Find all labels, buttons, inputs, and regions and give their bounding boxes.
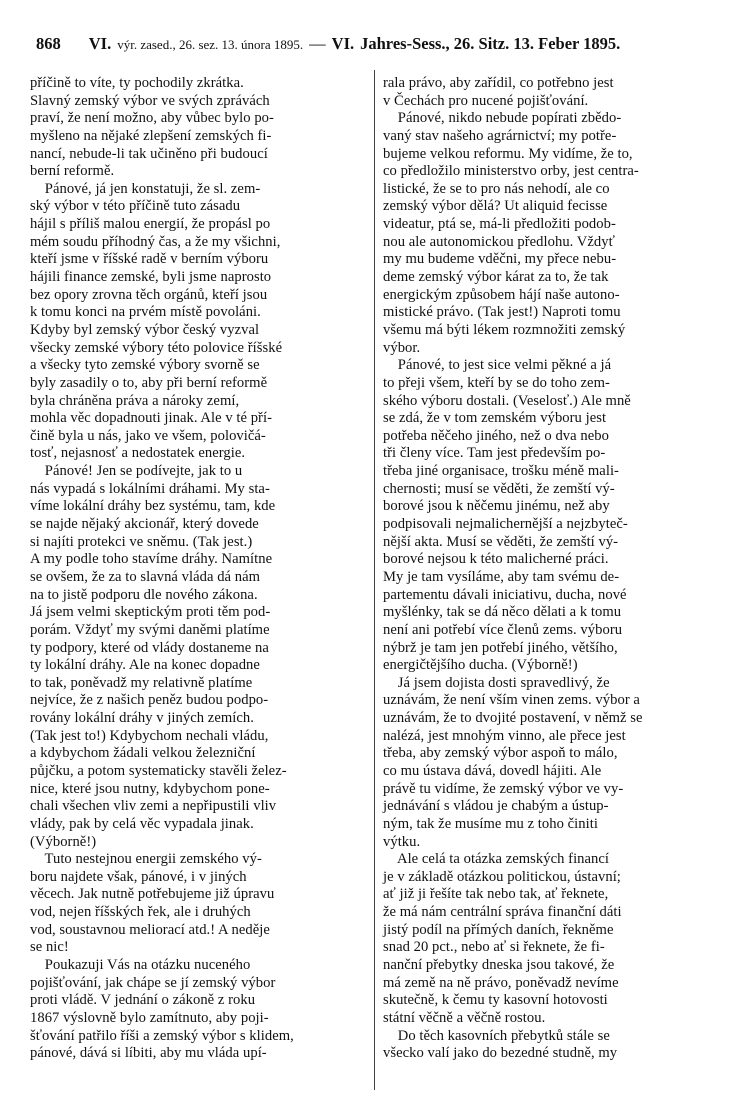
right-column-line: myšlénky, tak se dá něco dělati a k tomu [383,604,622,621]
left-column-line: šťování patřilo říši a zemský výbor s klidem, [30,1027,294,1044]
right-column-line: se zdá, že v tom zemském výboru jest [383,410,607,427]
right-column-line: My je tam vysíláme, aby tam svému de- [383,568,620,585]
left-column-line: tosť, nejasnosť a nedostatek energie. [30,445,246,462]
left-column-line: nice, které jsou nutny, kdybychom pone- [30,780,270,797]
right-column-line: státní věčně a věčně rostou. [383,1009,546,1026]
left-column-line: mém soudu příhodný čas, a že my všichni, [30,233,281,250]
left-column-line: vod, nejen říšských řek, ale i druhých [30,904,251,921]
right-column-line: nanční přebytky dneska jsou takové, že [383,957,615,974]
left-column-line: Poukazuji Vás na otázku nuceného [30,957,251,974]
left-column-line: kteří jsme v říšské radě v berním výboru [30,251,269,268]
right-column-line: skutečně, k čemu ty kasovní hotovosti [383,992,608,1009]
left-column-line: pojišťování, jak chápe se jí zemský výbor [30,974,276,991]
left-column-line: věcech. Jak nutně potřebujeme již úpravu [30,886,275,903]
right-column-line: borové nejsou k této malicherné práci. [383,551,609,568]
right-column-line: vaný stav našeho agrárnictví; my potře- [383,127,617,144]
page-number: 868 [36,34,61,53]
session-roman-cz: VI. [88,34,112,53]
left-column-line: příčině to víte, ty pochodily zkrátka. [30,75,244,91]
left-column-line: vod, soustavnou meliorací atd.! A neděje [30,921,270,938]
right-column-line: zemský výbor dělá? Ut aliquid fecisse [383,198,608,215]
right-column-line: výbor. [383,339,421,356]
session-roman-de: VI. [331,34,355,53]
left-column-line: všecky zemské výbory této polovice říšské [30,339,283,356]
left-column-line: vlády, pak by celá věc vypadala jinak. [30,815,254,832]
left-column-line: Kdyby byl zemský výbor český vyzval [30,321,260,338]
left-column-line: A my podle toho stavíme dráhy. Namítne [30,551,273,568]
left-column-line: a kdybychom žádali velkou železniční [30,745,256,762]
right-column-line: ným, tak že musíme mu z toho činiti [383,815,598,832]
right-column-line: všecko valí jako do bezedné studně, my [383,1045,618,1062]
right-column-line: jednávání s vládou je chabým a ústup- [383,798,609,815]
right-column-line: třeba, aby zemský výbor aspoň to málo, [383,745,618,762]
left-column-line: k tomu konci na prvém místě povoláni. [30,304,261,321]
left-column-line: čině byla u nás, jako ve všem, polovičá- [30,427,266,444]
session-info-cz: výr. zased., 26. sez. 13. února 1895. [117,37,304,52]
left-column-line: a všecky tyto zemské výbory svorně se [30,357,260,374]
left-column-line: Slavný zemský výbor ve svých zprávách [30,92,270,109]
left-column-line: to tak, poněvadž my relativně platíme [30,674,253,691]
right-column-line: energickým způsobem hájí naše autono- [383,286,620,303]
right-column-line: tři členy více. Tam jest především po- [383,445,606,462]
left-column-line: hájili finance zemské, byli jsme naprosto [30,269,272,286]
left-column-line: porám. Vždyť my svými daněmi platíme [30,621,270,638]
left-column-line: ský výbor v této příčině tuto zásadu [30,198,241,215]
left-column-line: proti vládě. V jednání o zákoně z roku [30,992,256,1009]
left-column-line: (Výborně!) [30,833,97,850]
left-column-line: nejvíce, že z našich peněz budou podpo- [30,692,269,709]
right-column-line: podpisovali nejmalichernější a nejzbyteč- [383,516,628,533]
right-column-line: rala právo, aby zařídil, co potřebno jest [383,75,614,91]
left-column-line: berní reformě. [30,163,115,180]
left-column-line: 1867 výslovně bylo zamítnuto, aby poji- [30,1009,269,1026]
left-column-line: na to jistě podporu dle nového zákona. [30,586,258,603]
left-column-line: chali všechen vliv zemi a nepřipustili vliv [30,798,277,815]
right-column-line: videatur, ptá se, má-li předložiti podob- [383,216,616,233]
right-column-line: listické, že se to pro nás nehodí, ale co [383,180,610,197]
left-column-line: půjčku, a potom systematicky stavěli želez- [30,762,287,779]
left-column-line: byly zasadily o to, aby při berní reformě [30,374,268,391]
right-column-line: není ani potřebí více členů zems. výboru [383,621,623,638]
left-column-line: bez opory zrovna těch orgánů, kteří jsou [30,286,268,303]
right-column-line: Já jsem dojista dosti spravedlivý, že [383,674,610,691]
left-column-line: pánové, dává si líbiti, aby mu vláda upí- [30,1045,267,1062]
left-column-line: nancí, nebude-li tak učiněno při budoucí [30,145,268,162]
right-column-line: uznávám, že není vším vinen zems. výbor a [383,692,640,709]
left-column-line: myšleno na nějaké zlepšení zemských fi- [30,127,272,144]
left-column-line: Já jsem velmi skeptickým proti těm pod- [30,604,271,621]
left-column-line: se ovšem, že za to slavná vláda dá nám [30,568,261,585]
right-column-line: potřeba něčeho jiného, než o dva nebo [383,427,609,444]
column-divider [374,70,375,1090]
right-column-line: jistý podíl na přímých daních, řekněme [383,921,614,938]
right-column-line: co mu ústava dává, dovedl hájiti. Ale [383,762,602,779]
left-column-line: víme lokální dráhy bez systému, tam, kde [30,498,276,515]
right-column-line: v Čechách pro nucené pojišťování. [383,92,589,109]
right-column-line: nýbrž je tam jen potřebí jiného, většího, [383,639,618,656]
left-column-line: praví, že není možno, aby vůbec bylo po- [30,110,274,127]
left-column-line: nás vypadá s lokálními dráhami. My sta- [30,480,270,497]
left-column-line: Tuto nestejnou energii zemského vý- [30,851,262,868]
right-column-line: my mu budeme vděčni, my přece nebu- [383,251,617,268]
right-column-line: snad 20 pct., nebo ať si řeknete, že fi- [383,939,605,956]
right-column-line: Ale celá ta otázka zemských financí [383,851,610,868]
right-column-line: Pánové, nikdo nebude popírati zbědo- [383,110,622,127]
right-column-line: nou ale autonomickou předlohu. Vždyť [383,233,615,250]
right-column-line: uznávám, že to dvojité postavení, v němž se [383,710,643,727]
right-column-line: ského výboru dostali. (Veselosť.) Ale mně [383,392,631,409]
right-column-line: partementu dávali iniciativu, ducha, nové [383,586,627,603]
left-column-line: se najde nějaký akcionář, který dovede [30,516,259,533]
right-column-line: co předložilo ministerstvo orby, jest centra- [383,163,639,180]
right-column-line: energičtějšího ducha. (Výborně!) [383,657,578,674]
header-dash: — [309,34,326,53]
right-column-line: třeba jiné organisace, trošku méně mali- [383,463,619,480]
right-column-line: bujeme velkou reformu. My vidíme, že to, [383,145,633,162]
right-column-line: nější akta. Musí se věděti, že zemští vý- [383,533,619,550]
right-column-line: to přeji všem, kteří by se do toho zem- [383,374,610,391]
right-column-line: ať již ji řešíte tak nebo tak, ať řeknete, [383,886,609,903]
session-info-de: Jahres-Sess., 26. Sitz. 13. Feber 1895. [360,34,621,53]
left-column-line: (Tak jest to!) Kdybychom nechali vládu, [30,727,269,744]
right-column-line: mistické právo. (Tak jest!) Naproti tomu [383,304,621,321]
right-column-line: všemu má býti lékem rozmnožiti zemský [383,321,626,338]
left-column [30,75,368,1063]
right-column-line: je v základě otázkou politickou, ústavní; [383,868,621,885]
left-column-line: si najíti protekci ve sněmu. (Tak jest.) [30,533,253,550]
left-column-line: mohla věc dopadnouti jinak. Ale v té pří- [30,410,272,427]
left-column-line: se nic! [30,939,69,956]
right-column-line: chernosti; musí se věděti, že zemští vý- [383,480,615,497]
right-column-line: nalézá, jest mnohým vinno, ale přece jest [383,727,626,744]
right-column-line: Do těch kasovních přebytků stále se [383,1027,610,1044]
left-column-line: Pánové! Jen se podívejte, jak to u [30,463,243,480]
right-column [383,75,721,1063]
right-column-line: Pánové, to jest sice velmi pěkné a já [383,357,612,374]
right-column-line: borové jsou k něčemu jinému, než aby [383,498,610,515]
right-column-line: výtku. [383,833,421,850]
left-column-line: byla chráněna práva a nároky zemí, [30,392,240,409]
left-column-line: Pánové, já jen konstatuji, že sl. zem- [30,180,261,197]
running-header [36,34,726,62]
left-column-line: hájil s příliš malou energií, že propásl po [30,216,271,233]
right-column-line: právě tu vidíme, že zemský výbor ve vy- [383,780,624,797]
right-column-line: deme zemský výbor kárat za to, že tak [383,269,609,286]
left-column-line: ty lokální dráhy. Ale na konec dopadne [30,657,260,674]
right-column-line: že má nám centrální správa finanční dáti [383,904,622,921]
left-column-line: ty podpory, které od vlády dostaneme na [30,639,269,656]
left-column-line: boru najdete však, pánové, i v jiných [30,868,247,885]
right-column-line: má země na ně právo, poněvadž nevíme [383,974,619,991]
left-column-line: rovány lokální dráhy v jiných zemích. [30,710,254,727]
